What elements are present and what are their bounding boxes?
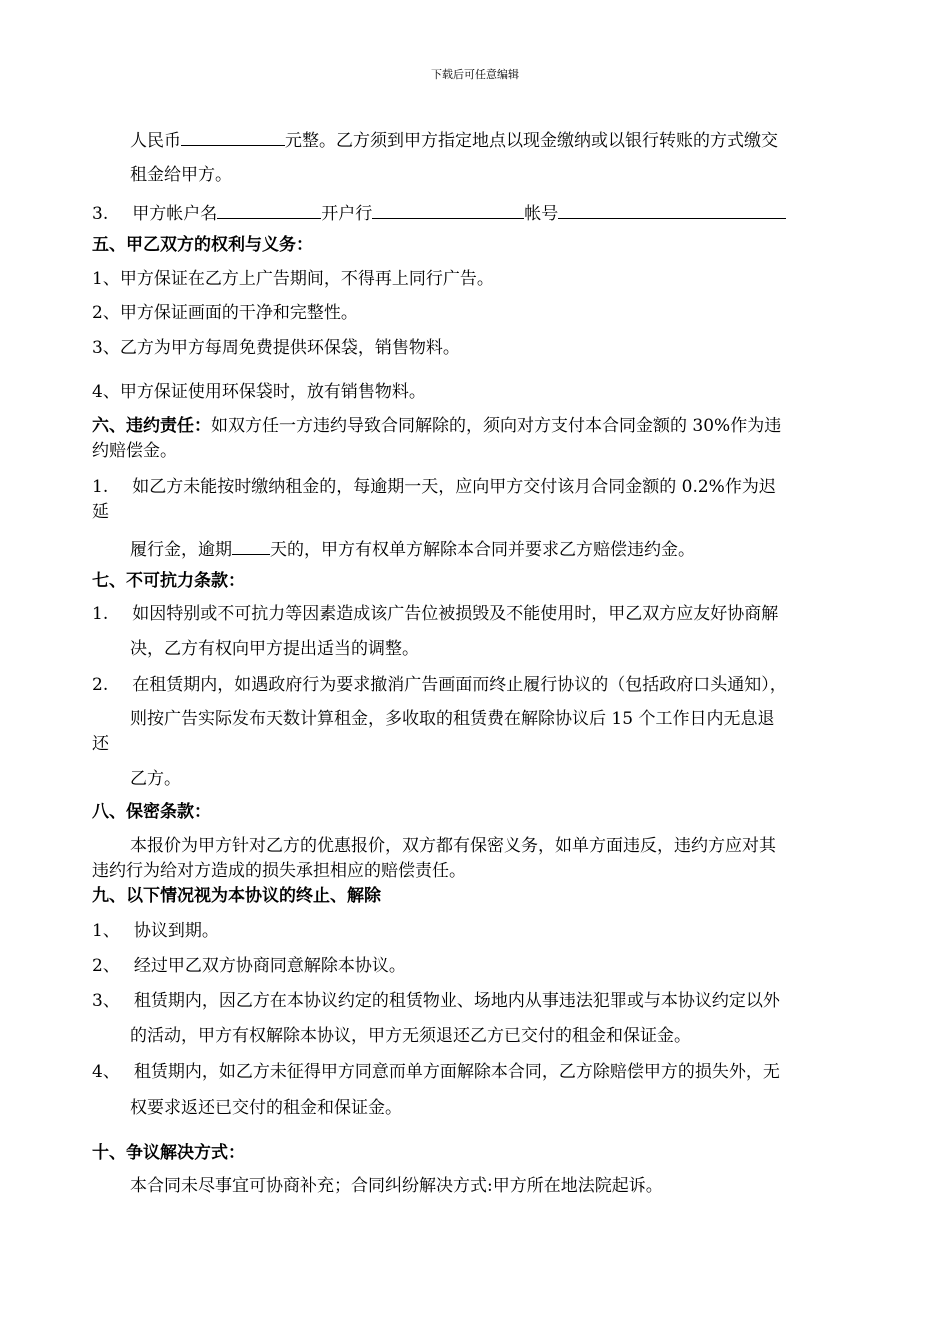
numbered-item: 1、 协议到期。 <box>92 921 219 941</box>
blank-days <box>232 537 270 555</box>
blank-account-number <box>558 201 786 219</box>
text-line: 的活动，甲方有权解除本协议，甲方无须退还乙方已交付的租金和保证金。 <box>130 1026 691 1046</box>
text-line: 本报价为甲方针对乙方的优惠报价，双方都有保密义务，如单方面违反，违约方应对其 <box>130 836 776 856</box>
list-item: 4、甲方保证使用环保袋时，放有销售物料。 <box>92 382 426 402</box>
numbered-item: 2. 在租赁期内，如遇政府行为要求撤消广告画面而终止履行协议的（包括政府口头通知）， <box>92 675 787 695</box>
blank-amount <box>181 128 285 146</box>
text-line: 违约行为给对方造成的损失承担相应的赔偿责任。 <box>92 861 466 881</box>
payment-line: 人民币 元整。乙方须到甲方指定地点以现金缴纳或以银行转账的方式缴交 <box>130 128 778 152</box>
section-heading: 七、不可抗力条款： <box>92 571 245 591</box>
text-line: 则按广告实际发布天数计算租金，多收取的租赁费在解除协议后 15 个工作日内无息退 <box>130 709 775 729</box>
list-item: 2、甲方保证画面的干净和完整性。 <box>92 303 358 323</box>
numbered-item: 3、 租赁期内，因乙方在本协议约定的租赁物业、场地内从事违法犯罪或与本协议约定以外 <box>92 991 780 1011</box>
section-heading: 九、以下情况视为本协议的终止、解除 <box>92 886 381 906</box>
text-line: 乙方。 <box>130 769 181 789</box>
text-line: 还 <box>92 734 109 754</box>
late-line: 履行金，逾期 天的，甲方有权单方解除本合同并要求乙方赔偿违约金。 <box>130 537 695 561</box>
blank-account-name <box>217 201 321 219</box>
numbered-item: 1. 如因特别或不可抗力等因素造成该广告位被损毁及不能使用时，甲乙双方应友好协商解 <box>92 604 779 624</box>
page-header: 下载后可任意编辑 <box>431 68 519 81</box>
text-line: 权要求返还已交付的租金和保证金。 <box>130 1098 402 1118</box>
section-heading: 六、违约责任： <box>92 416 211 436</box>
text-line: 约赔偿金。 <box>92 441 177 461</box>
text-line: 本合同未尽事宜可协商补充；合同纠纷解决方式:甲方所在地法院起诉。 <box>130 1176 663 1196</box>
list-item: 1、甲方保证在乙方上广告期间，不得再上同行广告。 <box>92 269 494 289</box>
text-line: 决，乙方有权向甲方提出适当的调整。 <box>130 639 419 659</box>
numbered-item: 4、 租赁期内，如乙方未征得甲方同意而单方面解除本合同，乙方除赔偿甲方的损失外，无 <box>92 1062 780 1082</box>
numbered-item: 2、 经过甲乙双方协商同意解除本协议。 <box>92 956 406 976</box>
section-heading: 八、保密条款： <box>92 802 211 822</box>
numbered-item: 1. 如乙方未能按时缴纳租金的，每逾期一天，应向甲方交付该月合同金额的 0.2%作为迟 <box>92 477 776 497</box>
blank-bank <box>372 201 524 219</box>
account-line: 3. 甲方帐户名 开户行 帐号 <box>92 201 786 225</box>
breach-line: 六、违约责任：如双方任一方违约导致合同解除的，须向对方支付本合同金额的 30%作为违 <box>92 416 782 436</box>
section-heading: 五、甲乙双方的权利与义务： <box>92 235 313 255</box>
text-line: 延 <box>92 502 109 522</box>
list-item: 3、乙方为甲方每周免费提供环保袋，销售物料。 <box>92 338 460 358</box>
text-line: 租金给甲方。 <box>130 165 232 185</box>
section-heading: 十、争议解决方式： <box>92 1143 245 1163</box>
